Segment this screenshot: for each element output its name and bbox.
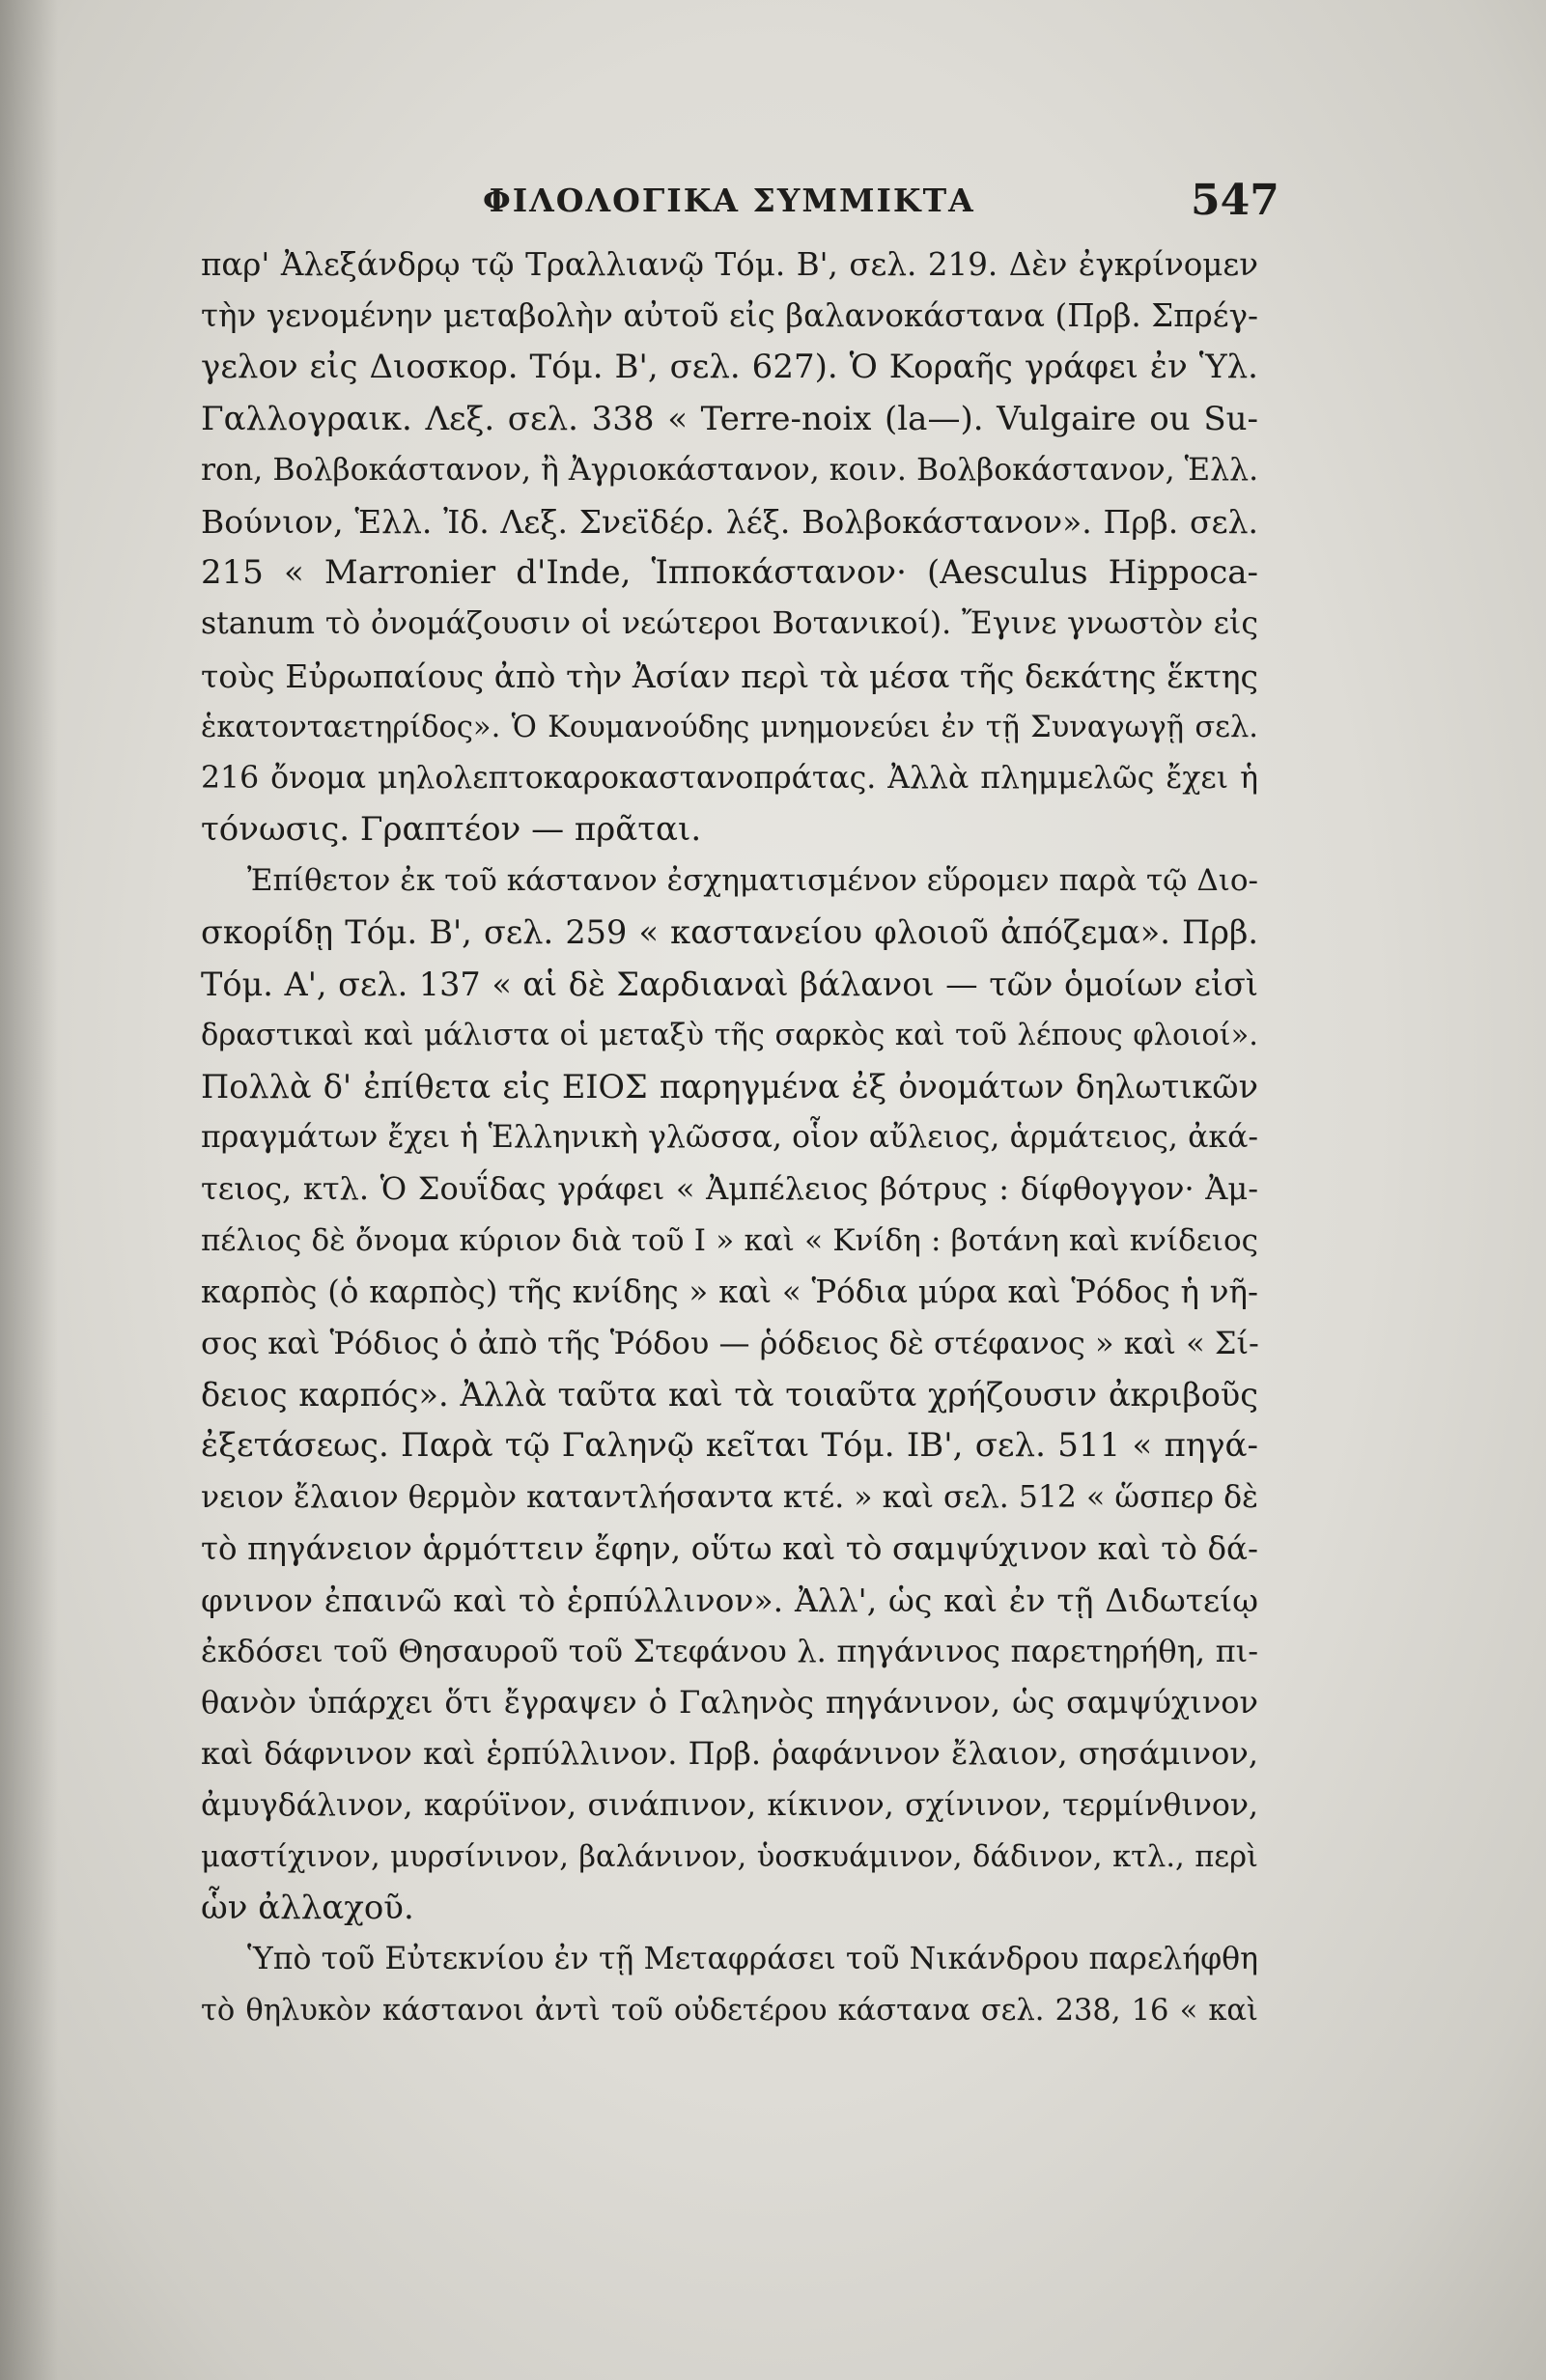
text-line: καὶ δάφνινον καὶ ἑρπύλλινον. Πρβ. ῥαφάνινον ἔλαιον, σησάμινον, — [201, 1735, 1258, 1773]
text-line: ἀμυγδάλινον, καρύϊνον, σινάπινον, κίκινον, σχίνινον, τερμίνθινον, — [201, 1787, 1258, 1823]
text-line: ὧν ἀλλαχοῦ. — [201, 1889, 414, 1927]
text-line: 216 ὄνομα μηλολεπτοκαροκαστανοπράτας. Ἀλλὰ πλημμελῶς ἔχει ἡ — [201, 760, 1258, 796]
text-line: ἑκατονταετηρίδος». Ὁ Κουμανούδης μνημονεύει ἐν τῇ Συναγωγῇ σελ. — [201, 710, 1258, 744]
text-line: ron, Βολβοκάστανον, ἢ Ἀγριοκάστανον, κοιν. Βολβοκάστανον, Ἑλλ. — [201, 452, 1259, 488]
text-line: τειος, κτλ. Ὁ Σουΐδας γράφει « Ἀμπέλειος βότρυς : δίφθογγον· Ἀμ- — [201, 1170, 1258, 1208]
text-line: φνινον ἐπαινῶ καὶ τὸ ἑρπύλλινον». Ἀλλ', ὡς καὶ ἐν τῇ Διδωτείῳ — [201, 1581, 1258, 1619]
running-title: ΦΙΛΟΛΟΓΙΚΑ ΣΥΜΜΙΚΤΑ — [483, 182, 975, 219]
text-line: Βούνιον, Ἑλλ. Ἰδ. Λεξ. Σνεϊδέρ. λέξ. Βολβοκάστανον». Πρβ. σελ. — [201, 502, 1258, 541]
text-line: πραγμάτων ἔχει ἡ Ἑλληνικὴ γλῶσσα, οἷον αὔλειος, ἁρμάτειος, ἀκά- — [201, 1120, 1258, 1156]
text-line: καρπὸς (ὁ καρπὸς) τῆς κνίδης » καὶ « Ῥόδια μύρα καὶ Ῥόδος ἡ νῆ- — [201, 1273, 1258, 1310]
text-line: stanum τὸ ὀνομάζουσιν οἱ νεώτεροι Βοτανικοί). Ἔγινε γνωστὸν εἰς — [201, 606, 1258, 642]
text-line: παρ' Ἀλεξάνδρῳ τῷ Τραλλιανῷ Τόμ. Β', σελ. 219. Δὲν ἐγκρίνομεν — [201, 246, 1258, 283]
spine-shadow — [0, 0, 58, 2380]
text-line: θανὸν ὑπάρχει ὅτι ἔγραψεν ὁ Γαληνὸς πηγάνινον, ὡς σαμψύχινον — [201, 1684, 1258, 1722]
text-line: πέλιος δὲ ὄνομα κύριον διὰ τοῦ Ι » καὶ « Κνίδη : βοτάνη καὶ κνίδειος — [201, 1222, 1258, 1258]
text-line: τὸ πηγάνειον ἁρμόττειν ἔφην, οὕτω καὶ τὸ σαμψύχινον καὶ τὸ δά- — [201, 1529, 1258, 1567]
text-line: τὸ θηλυκὸν κάστανοι ἀντὶ τοῦ οὐδετέρου κάστανα σελ. 238, 16 « καὶ — [201, 1994, 1258, 2029]
running-head — [0, 174, 1546, 232]
text-line: Τόμ. Α', σελ. 137 « αἱ δὲ Σαρδιαναὶ βάλανοι — τῶν ὁμοίων εἰσὶ — [201, 965, 1258, 1003]
text-line: δειος καρπός». Ἀλλὰ ταῦτα καὶ τὰ τοιαῦτα χρήζουσιν ἀκριβοῦς — [201, 1376, 1258, 1414]
text-line: τὴν γενομένην μεταβολὴν αὐτοῦ εἰς βαλανοκάστανα (Πρβ. Σπρέγ- — [201, 297, 1258, 335]
text-line: σος καὶ Ῥόδιος ὁ ἀπὸ τῆς Ῥόδου — ῥόδειος δὲ στέφανος » καὶ « Σί- — [201, 1324, 1259, 1361]
text-line: 215 « Marronier d'Inde, Ἱπποκάστανον· (Aesculus Hippoca- — [201, 553, 1258, 593]
body-text — [201, 239, 1258, 2037]
text-line: ἐκδόσει τοῦ Θησαυροῦ τοῦ Στεφάνου λ. πηγάνινος παρετηρήθη, πι- — [201, 1633, 1258, 1670]
page-number: 547 — [1191, 176, 1279, 225]
text-line: τοὺς Εὐρωπαίους ἀπὸ τὴν Ἀσίαν περὶ τὰ μέσα τῆς δεκάτης ἕκτης — [201, 657, 1258, 695]
text-line: μαστίχινον, μυρσίνινον, βαλάνινον, ὑοσκυάμινον, δάδινον, κτλ., περὶ — [201, 1839, 1258, 1874]
text-line: Ἐπίθετον ἐκ τοῦ κάστανον ἐσχηματισμένον εὕρομεν παρὰ τῷ Διο- — [247, 863, 1258, 899]
text-line: Γαλλογραικ. Λεξ. σελ. 338 « Terre-noix (la—). Vulgaire ou Su- — [201, 399, 1258, 438]
text-line: τόνωσις. Γραπτέον — πρᾶται. — [201, 810, 702, 850]
text-line: γελον εἰς Διοσκορ. Τόμ. Β', σελ. 627). Ὁ Κοραῆς γράφει ἐν Ὑλ. — [201, 348, 1258, 387]
text-line: νειον ἔλαιον θερμὸν καταντλήσαντα κτέ. » καὶ σελ. 512 « ὥσπερ δὲ — [201, 1479, 1258, 1515]
text-line: Ὑπὸ τοῦ Εὐτεκνίου ἐν τῇ Μεταφράσει τοῦ Νικάνδρου παρελήφθη — [247, 1942, 1258, 1977]
text-line: δραστικαὶ καὶ μάλιστα οἱ μεταξὺ τῆς σαρκὸς καὶ τοῦ λέπους φλοιοί». — [201, 1018, 1258, 1052]
text-line: σκορίδῃ Τόμ. Β', σελ. 259 « καστανείου φλοιοῦ ἀπόζεμα». Πρβ. — [201, 913, 1258, 952]
text-line: Πολλὰ δ' ἐπίθετα εἰς ΕΙΟΣ παρηγμένα ἐξ ὀνομάτων δηλωτικῶν — [201, 1068, 1258, 1106]
text-line: ἐξετάσεως. Παρὰ τῷ Γαληνῷ κεῖται Τόμ. ΙΒ', σελ. 511 « πηγά- — [201, 1426, 1258, 1466]
